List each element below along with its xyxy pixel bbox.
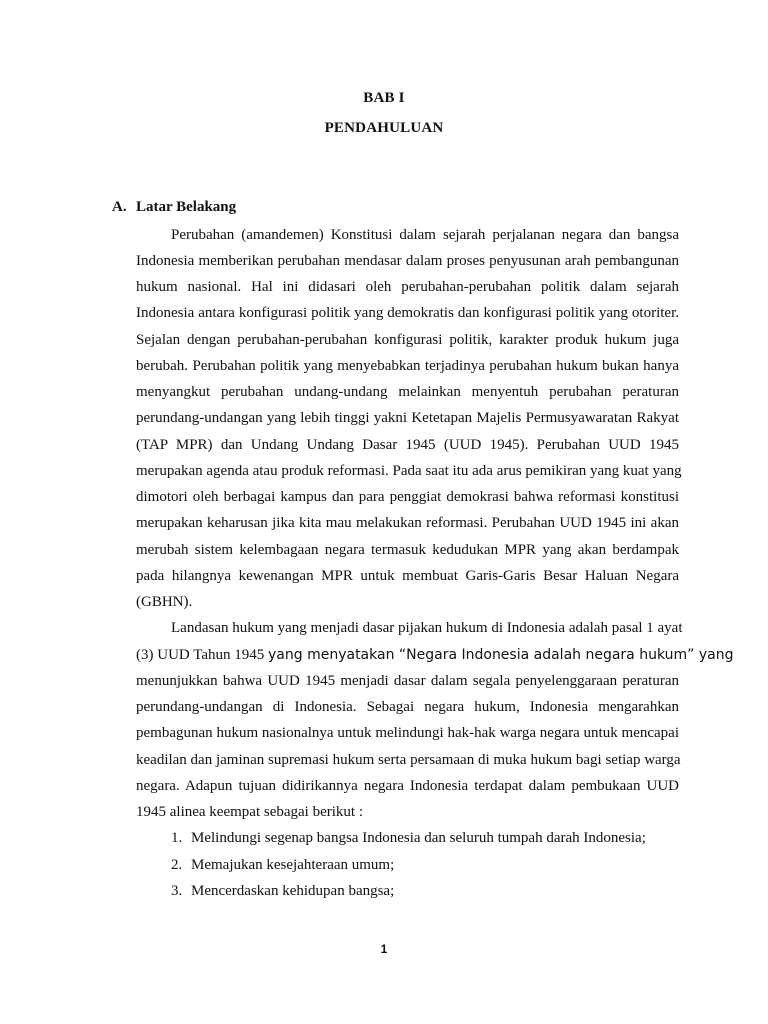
paragraph-line: Perubahan (amandemen) Konstitusi dalam sejarah perjalanan negara dan bangsa: [171, 227, 679, 243]
paragraph-line: Indonesia antara konfigurasi politik yang demokratis dan konfigurasi politik yang otoriter.: [136, 305, 679, 321]
list-text: Melindungi segenap bangsa Indonesia dan seluruh tumpah darah Indonesia;: [191, 830, 646, 846]
paragraph-line: 1945 alinea keempat sebagai berikut :: [136, 804, 363, 820]
paragraph-line: merupakan agenda atau produk reformasi. Pada saat itu ada arus pemikiran yang kuat yang: [136, 463, 682, 479]
paragraph-line: berubah. Perubahan politik yang menyebabkan terjadinya perubahan hukum bukan hanya: [136, 358, 679, 374]
paragraph-line: Landasan hukum yang menjadi dasar pijakan hukum di Indonesia adalah pasal 1 ayat: [171, 620, 683, 636]
list-text: Mencerdaskan kehidupan bangsa;: [191, 883, 395, 899]
paragraph-line: hukum nasional. Hal ini didasari oleh perubahan-perubahan politik dalam sejarah: [136, 279, 679, 295]
paragraph-line: menunjukkan bahwa UUD 1945 menjadi dasar dalam segala penyelenggaraan peraturan: [136, 673, 679, 689]
list-number: 1.: [171, 830, 183, 846]
paragraph-line: negara. Adapun tujuan didirikannya negara Indonesia terdapat dalam pembukaan UUD: [136, 778, 679, 794]
paragraph-line: (GBHN).: [136, 594, 193, 610]
chapter-title: PENDAHULUAN: [324, 120, 444, 136]
list-text: Memajukan kesejahteraan umum;: [191, 857, 395, 873]
paragraph-line: perundang-undangan yang lebih tinggi yakni Ketetapan Majelis Permusyawaratan Rakyat: [136, 410, 679, 426]
paragraph-line: pembagunan hukum nasionalnya untuk melindungi hak-hak warga negara untuk mencapai: [136, 725, 679, 741]
section-number: A.: [112, 199, 127, 215]
paragraph-line-mixed: [136, 645, 734, 665]
paragraph-line: (TAP MPR) dan Undang Undang Dasar 1945 (UUD 1945). Perubahan UUD 1945: [136, 437, 679, 453]
paragraph-line: keadilan dan jaminan supremasi hukum serta persamaan di muka hukum bagi setiap warga: [136, 752, 681, 768]
paragraph-line: pada hilangnya kewenangan MPR untuk membuat Garis-Garis Besar Haluan Negara: [136, 568, 679, 584]
list-number: 3.: [171, 883, 183, 899]
paragraph-line: merubah sistem kelembagaan negara termasuk kedudukan MPR yang akan berdampak: [136, 542, 679, 558]
list-item: [171, 881, 394, 901]
section-title: Latar Belakang: [136, 199, 237, 215]
paragraph-line: Indonesia memberikan perubahan mendasar dalam proses penyusunan arah pembangunan: [136, 253, 679, 269]
paragraph-line: dimotori oleh berbagai kampus dan para penggiat demokrasi bahwa reformasi konstitusi: [136, 489, 679, 505]
chapter-label: BAB I: [363, 90, 405, 106]
list-item: [171, 828, 646, 848]
paragraph-text: (3) UUD Tahun 1945: [136, 647, 268, 663]
paragraph-line: perundang-undangan di Indonesia. Sebagai negara hukum, Indonesia mengarahkan: [136, 699, 679, 715]
list-item: [171, 855, 394, 875]
paragraph-line: merupakan keharusan jika kita mau melakukan reformasi. Perubahan UUD 1945 ini akan: [136, 515, 679, 531]
paragraph-line: Sejalan dengan perubahan-perubahan konfigurasi politik, karakter produk hukum juga: [136, 332, 679, 348]
paragraph-quote-text: yang menyatakan “Negara Indonesia adalah negara hukum” yang: [268, 647, 734, 663]
section-heading: [112, 199, 236, 216]
page-number: 1: [380, 942, 388, 956]
list-number: 2.: [171, 857, 183, 873]
paragraph-line: menyangkut perubahan undang-undang melainkan menyentuh perubahan peraturan: [136, 384, 679, 400]
